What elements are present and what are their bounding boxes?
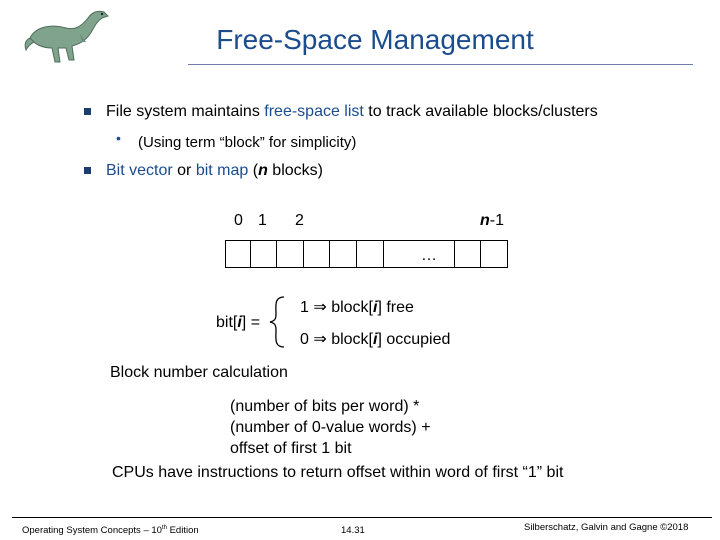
bit-index-2: 2 <box>295 212 304 229</box>
bullet-free-space-list <box>106 103 598 121</box>
cpu-instruction-note: CPUs have instructions to return offset within word of first “1” bit <box>112 464 564 481</box>
bitmap-cell <box>329 240 357 268</box>
n-variable: n <box>258 162 268 179</box>
bitmap-cell <box>356 240 384 268</box>
bullet-text: or <box>172 162 196 179</box>
sub-bullet-text: (Using term “block” for simplicity) <box>138 134 357 151</box>
formula-case-free: 1 ⇒ block[i] free <box>300 299 414 316</box>
bitmap-cell <box>454 240 481 268</box>
bitmap-cell <box>276 240 304 268</box>
formula-lhs: bit[i] = <box>216 314 261 331</box>
bitmap-cell <box>383 240 455 268</box>
footer-page-number: 14.31 <box>341 525 365 536</box>
sub-bullet-dot: • <box>116 130 121 146</box>
brace-icon <box>264 294 288 350</box>
free-space-list-term: free-space list <box>264 103 364 120</box>
formula-case-occupied: 0 ⇒ block[i] occupied <box>300 331 451 348</box>
bitmap-cell <box>480 240 508 268</box>
bitmap-ellipsis: … <box>421 247 437 264</box>
bitmap-cell <box>303 240 330 268</box>
bit-index-1: 1 <box>258 212 267 229</box>
bullet-text: File system maintains <box>106 103 265 120</box>
title-divider <box>188 64 693 65</box>
slide-title: Free-Space Management <box>216 24 534 55</box>
bullet-text: ( <box>248 162 259 179</box>
n-variable: n <box>480 212 490 229</box>
calculation-heading: Block number calculation <box>110 364 288 381</box>
bullet-text: blocks) <box>267 162 323 179</box>
minus-one: -1 <box>489 212 505 229</box>
bit-vector-term: Bit vector <box>106 162 173 179</box>
footer-right: Silberschatz, Galvin and Gagne ©2018 <box>524 522 689 533</box>
calculation-line-2: (number of 0-value words) + <box>230 419 431 436</box>
calculation-line-1: (number of bits per word) * <box>230 398 420 415</box>
bit-index-n-minus-1 <box>480 212 504 230</box>
bullet-bit-vector <box>106 162 323 180</box>
bullet-marker <box>84 167 91 174</box>
bit-map-term: bit map <box>195 162 249 179</box>
bit-index-0: 0 <box>234 212 243 229</box>
bitmap-cell <box>250 240 277 268</box>
footer-left: Operating System Concepts – 10th Edition <box>22 525 199 537</box>
bullet-text: to track available blocks/clusters <box>363 103 598 120</box>
calculation-line-3: offset of first 1 bit <box>230 440 352 457</box>
footer-divider <box>12 517 712 518</box>
bullet-marker <box>84 108 91 115</box>
bitmap-cell <box>225 240 251 268</box>
